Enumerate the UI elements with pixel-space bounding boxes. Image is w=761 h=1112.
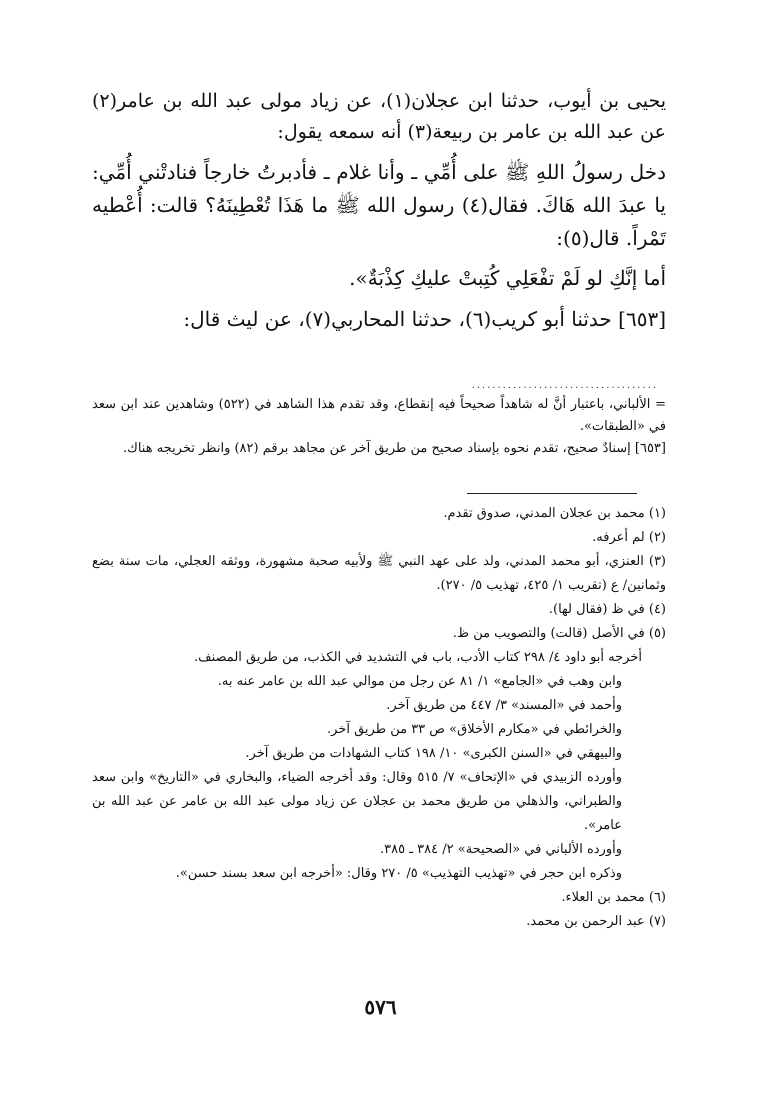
- footnote-divider: [467, 493, 637, 494]
- continued-notes: [92, 394, 666, 460]
- footnote-4: (٤) في ظ (فقال لها).: [548, 602, 666, 617]
- albani-note: = الألباني، باعتبار أنَّ له شاهداً صحيحاً فيه إنقطاع، وقد تقدم هذا الشاهد في (٥٢٢) وشاهدين عند ابن سعد في «الطبقات».: [92, 397, 666, 434]
- takhrij-abu-dawud: أخرجه أبو داود ٤/ ٢٩٨ كتاب الأدب، باب في التشديد في الكذب، من طريق المصنف.: [194, 650, 642, 665]
- hadith-ending: أما إنَّكِ لو لَمْ تفْعَلِي كُتِبتْ عليكِ كِذْبَةٌ».: [349, 266, 666, 290]
- footnotes: [92, 502, 666, 934]
- takhrij-ibn-wahb: وابن وهب في «الجامع» ١/ ٨١ عن رجل من موالي عبد الله بن عامر عنه به.: [217, 674, 622, 689]
- dotted-separator: ....................................: [471, 380, 658, 391]
- takhrij-zabidi: وأورده الزبيدي في «الإتحاف» ٧/ ٥١٥ وقال: وقد أخرجه الضياء، والبخاري في «التاريخ» وابن سعد والطبراني، والذهلي من طريق محمد بن عجلان عن زياد مولى عبد الله بن عامر عن عبد الله بن عامر».: [92, 770, 622, 833]
- footnote-5: (٥) في الأصل (قالت) والتصويب من ظ.: [452, 626, 666, 641]
- footnote-3: (٣) العنزي، أبو محمد المدني، ولد على عهد النبي ﷺ ولأبيه صحبة مشهورة، ووثقه العجلي، مات سنة بضع وثمانين/ ع (تقريب ١/ ٤٢٥، تهذيب ٥/ ٢٧٠).: [92, 554, 666, 593]
- footnote-2: (٢) لم أعرفه.: [592, 530, 666, 545]
- footnote-7: (٧) عبد الرحمن بن محمد.: [526, 914, 666, 929]
- footnote-6: (٦) محمد بن العلاء.: [561, 890, 666, 905]
- page-number: ٥٧٦: [364, 995, 397, 1019]
- takhrij-albani: وأورده الألباني في «الصحيحة» ٢/ ٣٨٤ ـ ٣٨٥.: [379, 842, 622, 857]
- takhrij-kharaiti: والخرائطي في «مكارم الأخلاق» ص ٣٣ من طريق آخر.: [327, 722, 622, 737]
- takhrij-ibn-hajar: وذكره ابن حجر في «تهذيب التهذيب» ٥/ ٢٧٠ وقال: «أخرجه ابن سعد بسند حسن».: [175, 866, 622, 881]
- note-653: [٦٥٣] إسنادٌ صحيح، تقدم نحوه بإسناد صحيح من طريق آخر عن مجاهد برقم (٨٢) وانظر تخريجه هناك.: [122, 441, 666, 456]
- footnote-1: (١) محمد بن عجلان المدني، صدوق تقدم.: [443, 506, 666, 521]
- hadith-text: دخل رسولُ اللهِ ﷺ على أُمِّي ـ وأنا غلام ـ فأدبرتُ خارجاً فنادتْني أُمِّي: يا عبدَ الله هَاكَ. فقال(٤) رسول الله ﷺ ما هَذَا تُعْطِينَهُ؟ قالت: أُعْطيه تَمْراً. قال(٥):: [92, 160, 667, 250]
- main-text: [92, 86, 666, 343]
- takhrij-ahmad: وأحمد في «المسند» ٣/ ٤٤٧ من طريق آخر.: [386, 698, 622, 713]
- hadith-653-chain: [٦٥٣] حدثنا أبو كريب(٦)، حدثنا المحاربي(٧)، عن ليث قال:: [183, 307, 666, 331]
- takhrij-bayhaqi: والبيهقي في «السنن الكبرى» ١٠/ ١٩٨ كتاب الشهادات من طريق آخر.: [245, 746, 622, 761]
- isnad-line: يحيى بن أيوب، حدثنا ابن عجلان(١)، عن زياد مولى عبد الله بن عامر(٢) عن عبد الله بن عامر بن ربيعة(٣) أنه سمعه يقول:: [92, 90, 666, 143]
